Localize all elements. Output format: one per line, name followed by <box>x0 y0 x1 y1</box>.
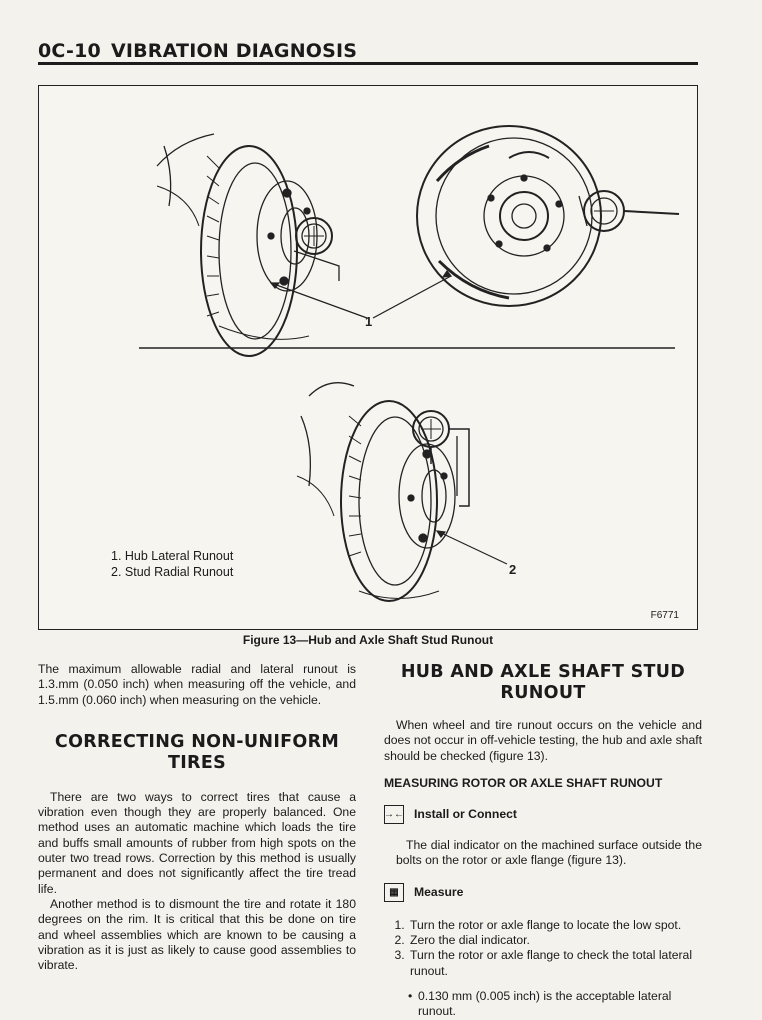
callout-1-label: 1 <box>365 314 373 329</box>
hub-runout-paragraph: When wheel and tire runout occurs on the vehicle and does not occur in off-vehicle testing, the hub and axle shaft should be checked (figure 13). <box>384 718 702 763</box>
legend-item: 2. Stud Radial Runout <box>111 565 234 579</box>
list-item: 2. Zero the dial indicator. <box>408 933 702 948</box>
correcting-paragraph-2: Another method is to dismount the tire and rotate it 180 degrees on the rim. It is critical that this be done on tire and wheel assemblies which are known to be causing a vibration as it is just as likely to cause good assemblies to vibrate. <box>38 896 356 973</box>
measure-steps <box>384 918 702 979</box>
measure-row <box>384 883 702 902</box>
stud-runout-illustration <box>297 383 469 601</box>
intro-paragraph: The maximum allowable radial and lateral runout is 1.3.mm (0.050 inch) when measuring off the vehicle, and 1.5.mm (0.060 inch) when measuring on the vehicle. <box>38 662 356 707</box>
figure-id: F6771 <box>650 610 679 621</box>
right-column <box>384 662 702 1020</box>
callout-2-leader <box>437 531 507 564</box>
hub-runout-heading: HUB AND AXLE SHAFT STUD RUNOUT <box>400 662 686 703</box>
callout-1-leaders <box>271 271 451 318</box>
section-title: VIBRATION DIAGNOSIS <box>110 40 358 62</box>
callout-2-label: 2 <box>509 562 517 577</box>
measure-icon: ▦ <box>384 883 404 902</box>
left-column <box>38 662 356 973</box>
install-connect-text: The dial indicator on the machined surface outside the bolts on the rotor or axle flange (figure 13). <box>396 838 702 868</box>
figure-legend <box>111 548 233 580</box>
drum-backplate-illustration <box>417 126 679 306</box>
figure-caption: Figure 13—Hub and Axle Shaft Stud Runout <box>242 633 494 647</box>
rotor-hub-illustration <box>157 134 339 356</box>
measuring-subheading: MEASURING ROTOR OR AXLE SHAFT RUNOUT <box>384 775 663 790</box>
install-connect-row <box>384 805 702 824</box>
list-item: 1. Turn the rotor or axle flange to locate the low spot. <box>408 918 702 933</box>
legend-item: 1. Hub Lateral Runout <box>111 549 234 563</box>
header-rule <box>38 62 698 65</box>
figure-13 <box>38 85 698 630</box>
correcting-paragraph-1: There are two ways to correct tires that cause a vibration even though they are properly balanced. One method uses an automatic machine which loads the tire and buffs small amounts of rubber from high spots on the outer two tread rows. Correction by this method is usually permanent and does not significantly affect the tire tread life. <box>38 789 356 896</box>
page-header <box>38 40 357 62</box>
page-number: 0C-10 <box>38 40 101 62</box>
install-connect-icon: →← <box>384 805 404 824</box>
runout-spec-list <box>384 989 702 1020</box>
correcting-tires-heading: CORRECTING NON-UNIFORM TIRES <box>54 731 340 773</box>
install-connect-label: Install or Connect <box>414 807 517 822</box>
list-item: 3. Turn the rotor or axle flange to check the total lateral runout. <box>408 948 702 979</box>
measure-label: Measure <box>414 884 464 899</box>
list-item: • 0.130 mm (0.005 inch) is the acceptable lateral runout. <box>418 989 702 1020</box>
